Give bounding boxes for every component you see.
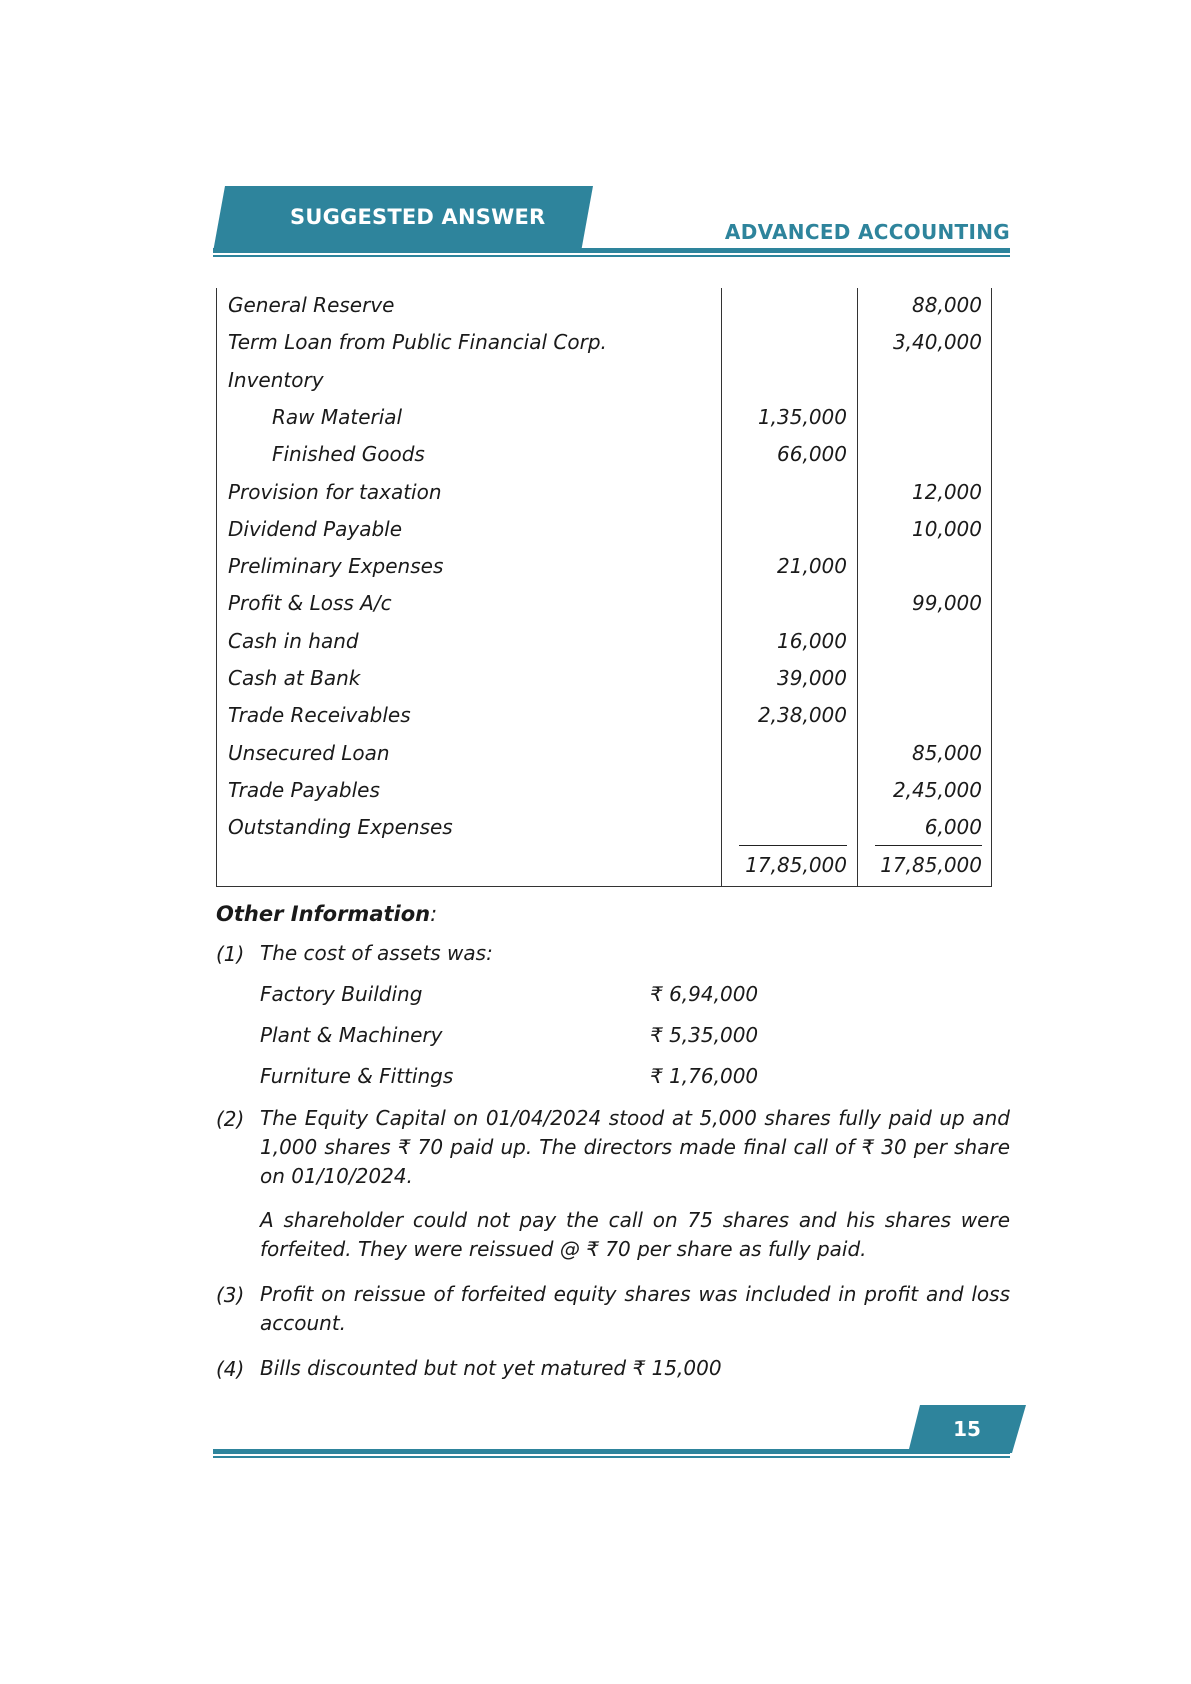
table-row <box>217 736 991 774</box>
table-row <box>217 810 991 848</box>
particular-cell: Trade Payables <box>228 777 380 802</box>
particular-cell: Profit & Loss A/c <box>228 591 392 616</box>
debit-cell: 2,38,000 <box>757 703 847 728</box>
debit-cell: 66,000 <box>777 442 847 467</box>
particular-cell: Cash at Bank <box>228 666 361 690</box>
asset-amount: ₹ 1,76,000 <box>650 1064 759 1088</box>
particular-cell: Term Loan from Public Financial Corp. <box>228 330 607 355</box>
header-title: ADVANCED ACCOUNTING <box>724 220 1010 244</box>
particular-cell: Preliminary Expenses <box>228 554 444 579</box>
particular-cell: Cash in hand <box>228 628 359 653</box>
item-1-text: The cost of assets was: <box>260 941 493 965</box>
credit-cell: 88,000 <box>912 293 982 317</box>
table-row <box>217 475 991 513</box>
debit-cell: 39,000 <box>777 666 847 690</box>
item-2-number: (2) <box>216 1107 245 1131</box>
credit-cell: 10,000 <box>912 516 982 541</box>
credit-cell: 2,45,000 <box>892 777 982 802</box>
particular-cell: Finished Goods <box>272 442 425 467</box>
table-row <box>217 288 991 326</box>
particular-cell: Dividend Payable <box>228 516 403 541</box>
particular-cell: General Reserve <box>228 293 395 317</box>
credit-cell: 3,40,000 <box>892 330 982 355</box>
table-row <box>217 698 991 736</box>
item-4-number: (4) <box>216 1357 245 1381</box>
credit-cell: 12,000 <box>912 479 982 504</box>
debit-total-rule <box>739 845 847 846</box>
other-information-heading: Other Information: <box>216 902 438 926</box>
particular-cell: Outstanding Expenses <box>228 815 453 840</box>
item-4-text: Bills discounted but not yet matured ₹ 15,000 <box>260 1356 722 1380</box>
item-2-text-continued: A shareholder could not pay the call on 75 shares and his shares were forfeited. They were reissued @ ₹ 70 per share as fully paid. <box>260 1208 1010 1261</box>
credit-cell: 6,000 <box>924 815 982 840</box>
item-1-number: (1) <box>216 942 245 966</box>
table-row <box>217 773 991 811</box>
header-tab-label: SUGGESTED ANSWER <box>290 205 546 229</box>
table-row <box>217 400 991 438</box>
asset-name: Factory Building <box>260 982 423 1006</box>
debit-total: 17,85,000 <box>745 852 847 877</box>
credit-cell: 99,000 <box>912 591 982 616</box>
header-rule <box>213 248 1010 253</box>
table-row <box>217 325 991 363</box>
table-row <box>217 549 991 587</box>
particular-cell: Provision for taxation <box>228 479 442 504</box>
debit-cell: 1,35,000 <box>757 404 847 429</box>
item-3-text: Profit on reissue of forfeited equity shares was included in profit and loss account. <box>260 1282 1010 1335</box>
table-row <box>217 624 991 662</box>
asset-name: Furniture & Fittings <box>260 1064 454 1088</box>
page-number: 15 <box>953 1417 981 1441</box>
footer-rule <box>213 1449 1010 1454</box>
totals-row <box>217 848 991 886</box>
table-row <box>217 363 991 401</box>
credit-total: 17,85,000 <box>880 852 982 877</box>
particular-cell: Raw Material <box>272 404 403 429</box>
particular-cell: Unsecured Loan <box>228 740 390 765</box>
debit-cell: 21,000 <box>777 554 847 579</box>
header-rule-thin <box>213 255 1010 257</box>
debit-cell: 16,000 <box>777 628 847 653</box>
credit-cell: 85,000 <box>912 740 982 765</box>
table-row <box>217 661 991 699</box>
trial-balance-table <box>216 288 992 887</box>
asset-amount: ₹ 6,94,000 <box>650 982 759 1006</box>
item-3-number: (3) <box>216 1283 245 1307</box>
table-row <box>217 512 991 550</box>
particular-cell: Inventory <box>228 367 324 392</box>
footer-rule-thin <box>213 1456 1010 1458</box>
asset-name: Plant & Machinery <box>260 1023 443 1047</box>
table-row <box>217 437 991 475</box>
item-2-text: The Equity Capital on 01/04/2024 stood at 5,000 shares fully paid up and 1,000 shares ₹ 70 paid up. The directors made final call of ₹ 30 per share on 01/10/2024. <box>260 1106 1010 1188</box>
credit-total-rule <box>875 845 982 846</box>
particular-cell: Trade Receivables <box>228 703 411 728</box>
asset-amount: ₹ 5,35,000 <box>650 1023 759 1047</box>
table-row <box>217 586 991 624</box>
